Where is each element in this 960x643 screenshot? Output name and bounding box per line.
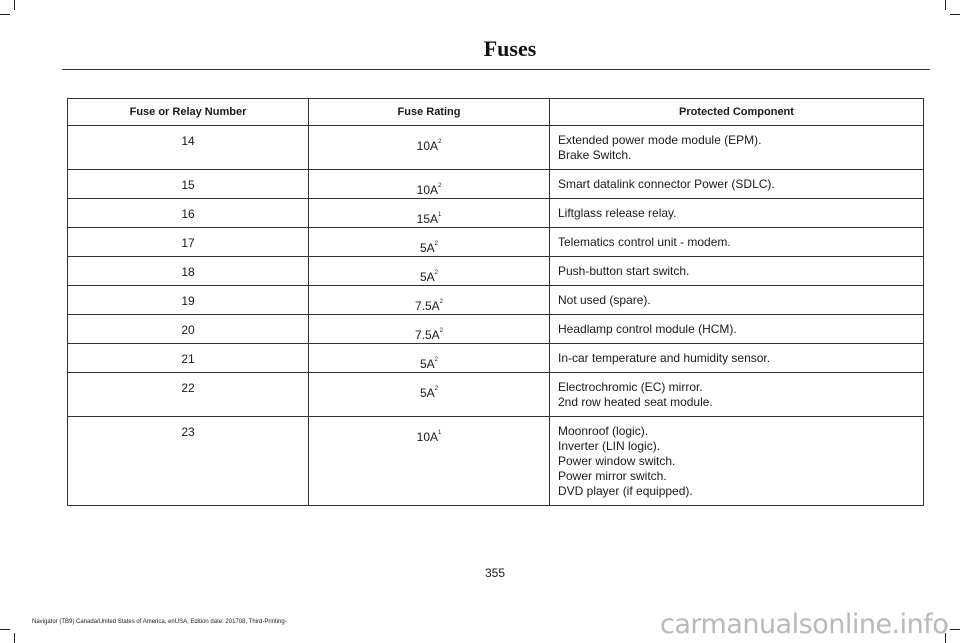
fuse-rating-cell xyxy=(309,257,550,286)
fuse-rating-cell xyxy=(309,170,550,199)
fuse-rating-value: 5A xyxy=(419,357,435,371)
table-row xyxy=(68,126,924,170)
fuse-rating-cell xyxy=(309,315,550,344)
crop-mark xyxy=(14,633,15,643)
fuse-rating-cell xyxy=(309,373,550,417)
protected-component-item: Moonroof (logic). xyxy=(558,424,649,438)
fuse-number-cell: 14 xyxy=(68,126,309,170)
fuse-rating-footnote: 2 xyxy=(439,299,444,305)
protected-component-cell xyxy=(550,126,924,170)
fuse-number-cell: 22 xyxy=(68,373,309,417)
protected-component-item: Extended power mode module (EPM). xyxy=(558,133,762,147)
crop-mark xyxy=(945,0,946,10)
table-row xyxy=(68,344,924,373)
protected-component-cell xyxy=(550,373,924,417)
table-row xyxy=(68,286,924,315)
fuse-rating-footnote: 2 xyxy=(434,270,439,276)
protected-component-item: In-car temperature and humidity sensor. xyxy=(558,351,771,365)
protected-component-item: Liftglass release relay. xyxy=(558,206,677,220)
column-header-fuse-number: Fuse or Relay Number xyxy=(68,99,309,126)
protected-component-item: Push-button start switch. xyxy=(558,264,690,278)
protected-component-cell xyxy=(550,417,924,506)
protected-component-cell xyxy=(550,170,924,199)
fuse-rating-cell xyxy=(309,199,550,228)
protected-component-item: Power window switch. xyxy=(558,454,676,468)
fuse-table xyxy=(67,98,924,506)
protected-component-cell xyxy=(550,257,924,286)
fuse-rating-value: 7.5A xyxy=(414,328,440,342)
page-title: Fuses xyxy=(483,36,537,61)
table-row xyxy=(68,315,924,344)
watermark: carmanualsonline.info xyxy=(660,609,949,640)
fuse-number-cell: 23 xyxy=(68,417,309,506)
fuse-rating-footnote: 2 xyxy=(434,357,439,363)
protected-component-item: Not used (spare). xyxy=(558,293,651,307)
fuse-rating-value: 10A xyxy=(416,183,438,197)
fuse-rating-cell xyxy=(309,286,550,315)
protected-component-item: 2nd row heated seat module. xyxy=(558,395,713,409)
crop-mark xyxy=(14,0,15,10)
fuse-rating-footnote: 2 xyxy=(439,328,444,334)
title-divider xyxy=(62,69,930,70)
table-row xyxy=(68,257,924,286)
fuse-rating-value: 15A xyxy=(416,212,438,226)
fuse-rating-footnote: 2 xyxy=(438,139,442,145)
protected-component-item: Smart datalink connector Power (SDLC). xyxy=(558,177,775,191)
fuse-rating-value: 10A xyxy=(416,139,438,153)
fuse-number-cell: 17 xyxy=(68,228,309,257)
fuse-number-cell: 20 xyxy=(68,315,309,344)
fuse-rating-cell xyxy=(309,228,550,257)
fuse-number-cell: 15 xyxy=(68,170,309,199)
fuse-rating-value: 5A xyxy=(419,386,435,400)
fuse-rating-footnote: 2 xyxy=(434,241,439,247)
protected-component-item: Brake Switch. xyxy=(558,148,632,162)
fuse-rating-footnote: 1 xyxy=(438,430,442,436)
crop-mark xyxy=(0,14,10,15)
fuse-rating-value: 7.5A xyxy=(414,299,440,313)
protected-component-cell xyxy=(550,315,924,344)
protected-component-item: Headlamp control module (HCM). xyxy=(558,322,737,336)
crop-mark xyxy=(0,629,10,630)
fuse-rating-footnote: 2 xyxy=(438,183,442,189)
table-row xyxy=(68,199,924,228)
protected-component-cell xyxy=(550,199,924,228)
protected-component-item: Telematics control unit - modem. xyxy=(558,235,731,249)
column-header-protected-component: Protected Component xyxy=(550,99,924,126)
fuse-number-cell: 19 xyxy=(68,286,309,315)
fuse-number-cell: 18 xyxy=(68,257,309,286)
fuse-number-cell: 16 xyxy=(68,199,309,228)
table-row xyxy=(68,170,924,199)
fuse-rating-cell xyxy=(309,417,550,506)
protected-component-cell xyxy=(550,344,924,373)
fuse-rating-cell xyxy=(309,126,550,170)
protected-component-item: Power mirror switch. xyxy=(558,469,667,483)
table-row xyxy=(68,417,924,506)
fuse-rating-footnote: 2 xyxy=(434,386,439,392)
table-body xyxy=(68,126,924,506)
protected-component-item: DVD player (if equipped). xyxy=(558,484,693,498)
fuse-number-cell: 21 xyxy=(68,344,309,373)
crop-mark xyxy=(950,14,960,15)
fuse-rating-value: 5A xyxy=(419,270,435,284)
fuse-rating-value: 10A xyxy=(416,430,438,444)
protected-component-cell xyxy=(550,228,924,257)
table-header-row xyxy=(68,99,924,126)
crop-mark xyxy=(950,629,960,630)
fuse-rating-value: 5A xyxy=(419,241,435,255)
fuse-rating-cell xyxy=(309,344,550,373)
column-header-fuse-rating: Fuse Rating xyxy=(309,99,550,126)
protected-component-item: Electrochromic (EC) mirror. xyxy=(558,380,703,394)
protected-component-item: Inverter (LIN logic). xyxy=(558,439,661,453)
table-row xyxy=(68,228,924,257)
page-number: 355 xyxy=(484,566,506,580)
table-row xyxy=(68,373,924,417)
protected-component-cell xyxy=(550,286,924,315)
edition-footer: Navigator (TB9) Canada/United States of America, enUSA, Edition date: 201708, Third-Printing- xyxy=(32,619,287,625)
fuse-rating-footnote: 1 xyxy=(438,212,442,218)
